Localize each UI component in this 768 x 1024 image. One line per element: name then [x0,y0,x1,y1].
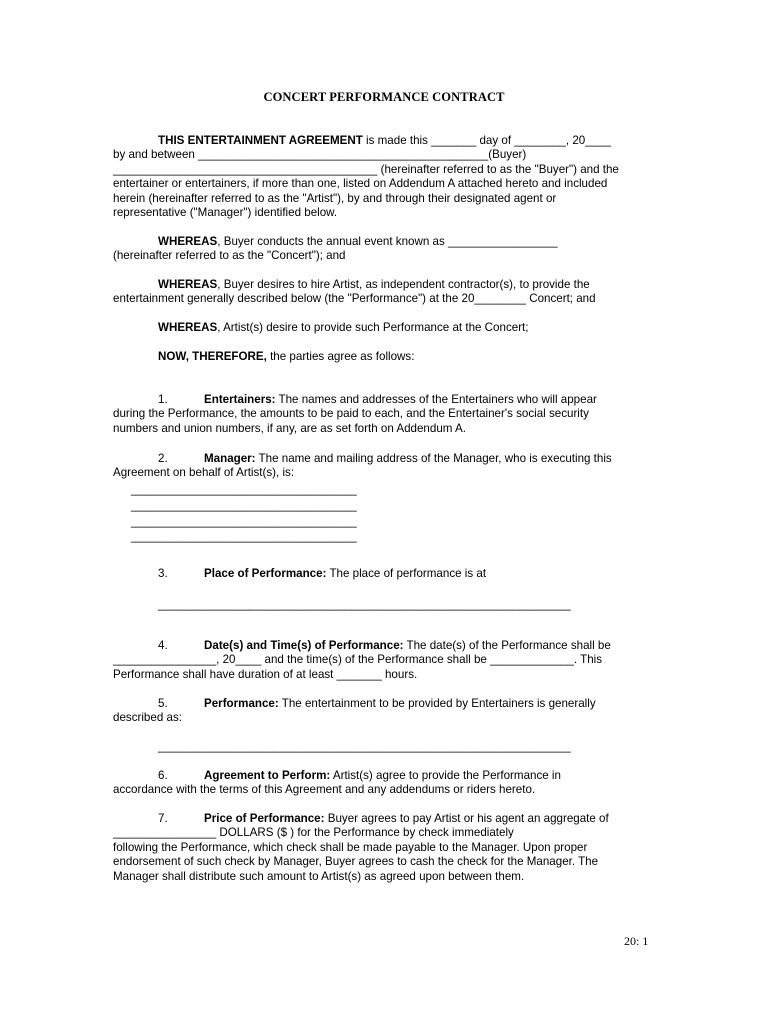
section-5-performance: 5. Performance: The entertainment to be provided by Entertainers is generally described as: [113,697,596,725]
section-7-price: 7. Price of Performance: Buyer agrees to pay Artist or his agent an aggregate of ________________ DOLLARS ($ ) for the Performance by check immediately following the Performance, which check shall be made payable to the Manager. Upon proper endorsement of such check by Manager, Buyer agrees to cash the check for the Manager. The Manager shall distribute such amount to Artist(s) as agreed upon between them. [113,812,609,883]
document-title: CONCERT PERFORMANCE CONTRACT [263,90,505,104]
whereas-clause-3: WHEREAS, Artist(s) desire to provide such Performance at the Concert; [158,321,529,334]
page-number: 20: 1 [624,934,649,948]
intro-bold: THIS ENTERTAINMENT AGREEMENT [158,134,363,147]
intro-paragraph: THIS ENTERTAINMENT AGREEMENT is made this _______ day of ________, 20____ by and between _____________________________________________(Buyer) _________________________________________ (hereinafter referred to as the "Buyer") and the entertainer or entertainers, if more than one, listed on Addendum A attached hereto and included herein (hereinafter referred to as the "Artist"), by and through their designated agent or representative ("Manager") identified below. [113,134,619,220]
manager-blank-line[interactable]: ___________________________________ [131,499,357,512]
place-blank-line[interactable]: ________________________________________________________________ [158,598,571,611]
section-1-entertainers: 1. Entertainers: The names and addresses of the Entertainers who will appear during the Performance, the amounts to be paid to each, and the Entertainer's social security numbers and union numbers, if any, are as set forth on Addendum A. [113,393,597,435]
performance-blank-line[interactable]: ________________________________________________________________ [158,740,571,753]
whereas-clause-1: WHEREAS, Buyer conducts the annual event known as _________________ (hereinafter referred to as the "Concert"); and [113,235,558,263]
now-therefore-clause: NOW, THEREFORE, the parties agree as follows: [158,350,415,363]
whereas-clause-2: WHEREAS, Buyer desires to hire Artist, as independent contractor(s), to provide the entertainment generally described below (the "Performance") at the 20________ Concert; and [113,278,596,306]
section-4-dates: 4. Date(s) and Time(s) of Performance: The date(s) of the Performance shall be ________________, 20____ and the time(s) of the Performance shall be _____________. This Performance shall have duration of at least _______ hours. [113,639,611,681]
manager-blank-line[interactable]: ___________________________________ [131,530,357,543]
manager-blank-line[interactable]: ___________________________________ [131,483,357,496]
manager-blank-line[interactable]: ___________________________________ [131,515,357,528]
section-3-place: 3. Place of Performance: The place of performance is at [158,567,487,580]
section-6-agreement: 6. Agreement to Perform: Artist(s) agree to provide the Performance in accordance with the terms of this Agreement and any addendums or riders hereto. [113,769,561,797]
section-2-manager: 2. Manager: The name and mailing address of the Manager, who is executing this Agreement on behalf of Artist(s), is: [113,452,612,480]
